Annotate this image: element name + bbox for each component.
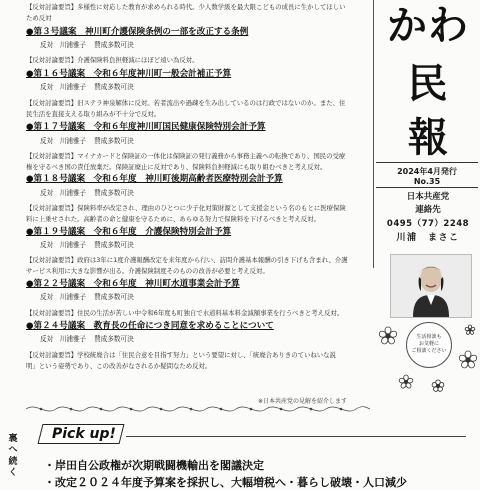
vote-opp: 反対 川浦雅子 — [40, 335, 87, 343]
agenda-title-text: ●第２２号議案 令和６年度 神川町水道事業会計予算 — [26, 279, 240, 289]
pickup-banner — [40, 424, 470, 444]
summary-line: 権を守るべき国の責任放棄だ。保険証廃止に反対であり、保険料負担軽減にも取り組むべきと考え反対。 — [26, 163, 327, 171]
contact-label: 連絡先 — [415, 205, 441, 215]
masthead-title-bottom: 報 — [408, 114, 448, 161]
vote-row — [40, 336, 134, 343]
vote-opp: 反対 川浦雅子 — [40, 293, 87, 301]
vote-majority: 賛成多数可決 — [94, 189, 134, 197]
vote-majority: 賛成多数可決 — [94, 137, 134, 145]
vote-row — [40, 294, 134, 301]
agenda-title-text: ●第１８号議案 令和６年度 神川町後期高齢者医療特別会計予算 — [26, 174, 283, 184]
pickup-headline: ・岸田自公政権が次期戦闘機輸出を閣議決定 — [44, 459, 264, 472]
bubble-line: お気軽に — [418, 341, 439, 347]
portrait-photo — [390, 254, 472, 318]
summary-line: 【反対討論要旨】旧ステラ神泉解体に反対。若者流出や過疎を生み出しているのは行政ではないのか。また、住 — [26, 99, 346, 107]
publisher-name: 川浦 まさこ — [396, 233, 460, 243]
agenda-title — [26, 280, 240, 289]
agenda-title — [26, 228, 231, 237]
agenda-title — [26, 28, 248, 37]
vote-opp: 反対 川浦雅子 — [40, 137, 87, 145]
masthead-title-mid: 民 — [407, 60, 449, 107]
column-divider — [373, 0, 374, 268]
summary-line: 【反対討論要旨】政府は3年に1度介護報酬改定を来年度から行い、訪問介護基本報酬の引き下げも含まれ、介護 — [26, 256, 348, 264]
agenda-title-text: ●第２４号議案 教育長の任命につき同意を求めることについて — [26, 321, 274, 331]
vote-majority: 賛成多数可決 — [94, 241, 134, 249]
vote-opp: 反対 川浦雅子 — [40, 189, 87, 197]
agenda-title-text: ●第１６号議案 令和６年度神川町一般会計補正予算 — [26, 69, 232, 79]
vote-row — [40, 42, 134, 49]
summary-line: 【反対討論要旨】学校統廃合は「住民合意を目指す努力」という要望に対し、「統廃合ありきのていねいな説 — [26, 351, 336, 359]
summary-line: 【反対討論要旨】保険料率が改定され、理由のひとつに少子化対策財源として支援金という名のもとに医療保険 — [26, 204, 346, 212]
issue-number: No.35 — [413, 177, 441, 186]
vote-majority: 賛成多数可決 — [94, 293, 134, 301]
intro-line: 【反対討論要旨】多様性に対応した教育が求められる時代。少人数学級を最大限こどもの成長に生かしてほしい — [26, 3, 346, 11]
consultation-bubble — [406, 322, 452, 368]
vote-row — [40, 138, 134, 145]
summary-line: 民生活を直接支える取り組みが不十分で反対。 — [26, 110, 161, 118]
pickup-headline: ・改定２０２４年度予算案を採択し、大幅増税へ・暮らし破壊・人口減少 — [44, 476, 407, 489]
issue-date: 2024年4月発行 — [397, 167, 457, 176]
agenda-title — [26, 322, 274, 331]
summary-line: 料に上乗せされた。高齢者の命と健康を守るために、あらゆる努力で保険料を下げるべきと考え反対。 — [26, 215, 320, 223]
intro-line: ため反対 — [26, 14, 52, 22]
vote-row — [40, 242, 134, 249]
agenda-title — [26, 70, 231, 79]
masthead-title-top: かわ — [387, 2, 469, 49]
main-column — [26, 0, 372, 392]
summary-line: 【反対討論要旨】住民の生活が苦しい中令和6年度も町独自で水道料基本料金減額事業を行うべきと考え反対。 — [26, 309, 344, 317]
vote-opp: 反対 川浦雅子 — [40, 241, 87, 249]
vote-majority: 賛成多数可決 — [94, 83, 134, 91]
bubble-line: 生活相談も — [416, 334, 442, 340]
summary-line: 【反対討論要旨】マイナカードと保険証の一体化は保険証の発行義務から事務主義への転換であり、国民の受療 — [26, 152, 346, 160]
contact-phone: 0495（77）2248 — [386, 219, 470, 229]
agenda-title-text: ●第１７号議案 令和６年度神川町国民健康保険特別会計予算 — [26, 122, 266, 132]
caption-note: ※日本共産党の見解を紹介します — [258, 398, 348, 405]
vote-row — [40, 84, 134, 91]
agenda-title — [26, 175, 283, 184]
agenda-title — [26, 123, 266, 132]
continue-on-back-label: 裏へ続く — [8, 434, 18, 478]
vote-majority: 賛成多数可決 — [94, 335, 134, 343]
agenda-title-text: ●第１９号議案 令和６年度 介護保険特別会計予算 — [26, 227, 232, 237]
pickup-rule — [126, 436, 466, 437]
pickup-banner-text: Pick up! — [52, 426, 116, 442]
summary-line: 【反対討論要旨】介護保険料負担軽減にほぼど遠い為反対。 — [26, 56, 199, 64]
vote-opp: 反対 川浦雅子 — [40, 83, 87, 91]
vote-majority: 賛成多数可決 — [94, 41, 134, 49]
agenda-title-text: ●第３号議案 神川町介護保険条例の一部を改正する条例 — [26, 27, 249, 37]
decorative-border — [26, 402, 370, 416]
bubble-line: ご相談ください — [411, 348, 447, 354]
vote-opp: 反対 川浦雅子 — [40, 41, 87, 49]
issue-box — [376, 162, 478, 188]
masthead-column — [376, 0, 480, 392]
summary-line: サービス利用に大きな影響が出る。介護保険制度そのものの改善が必要と考え反対。 — [26, 267, 269, 275]
vote-row — [40, 190, 134, 197]
publisher-party: 日本共産党 — [406, 192, 450, 202]
summary-line: 明」という姿勢であり、この改善がなされるか疑問なため反対。 — [26, 362, 212, 370]
